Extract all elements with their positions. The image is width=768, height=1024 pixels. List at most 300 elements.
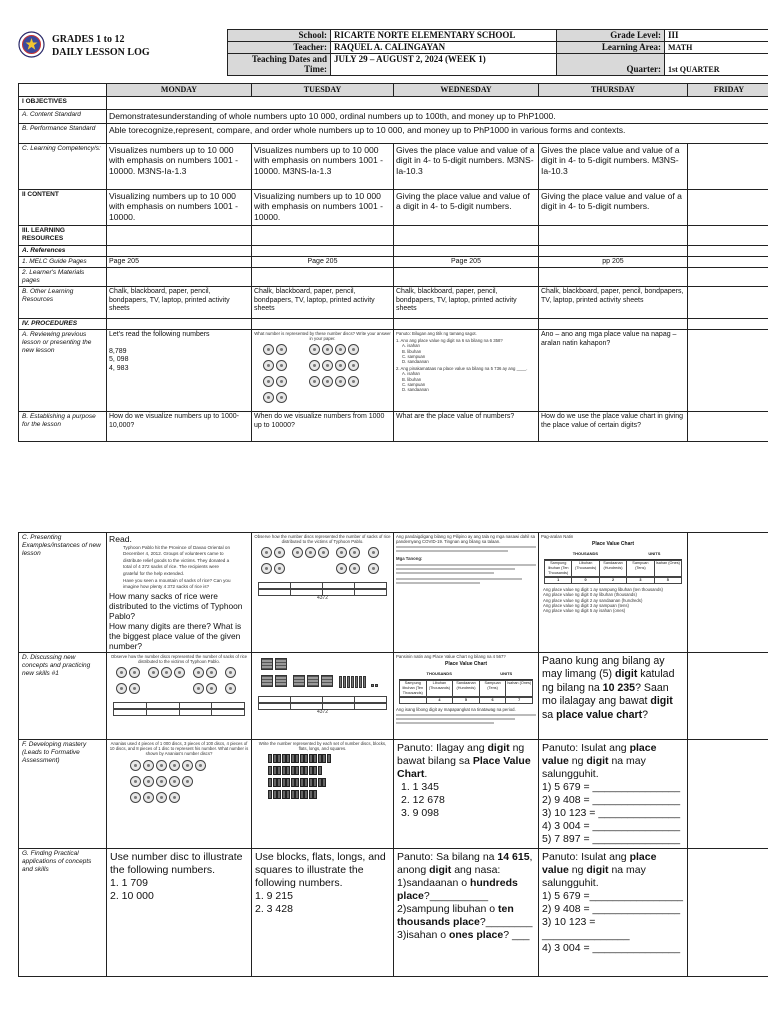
- rod-icon: [291, 778, 295, 787]
- rod-icon: [277, 790, 281, 799]
- presenting-total-value: 4372: [316, 595, 329, 602]
- instruction-part: , anong: [397, 850, 533, 876]
- number-disc-icon: [261, 547, 272, 558]
- number-discs-practice-figure: [109, 654, 249, 716]
- instruction-part: Panuto: Sa bilang na: [397, 850, 498, 863]
- number-disc-icon: [263, 376, 274, 387]
- other-resources-wednesday: Chalk, blackboard, paper, pencil, bondpapers, TV, laptop, printed activity sheets: [394, 287, 539, 319]
- rod-icon: [300, 790, 304, 799]
- practical-monday-item-2: 2. 10 000: [110, 889, 154, 902]
- day-header-friday: FRIDAY: [688, 84, 768, 97]
- resources-label: [19, 225, 107, 245]
- pvc-line-5: Ang place value ng digit 5 ay isahan (ones): [543, 608, 626, 614]
- grade-level-label: Grade Level:: [557, 30, 665, 42]
- number-disc-icon: [156, 776, 167, 787]
- teaching-dates-label-line1: Teaching Dates and: [251, 54, 327, 64]
- objectives-label: [19, 97, 107, 110]
- content-tuesday: Visualizing numbers up to 10 000 with emphasis on numbers 1001 - 10000.: [252, 189, 394, 225]
- competency-monday: Visualizes numbers up to 10 000 with emphasis on numbers 1001 - 10000. M3NS-Ia-1.3: [107, 143, 252, 189]
- rod-icon: [309, 778, 313, 787]
- number-disc-icon: [348, 360, 359, 371]
- number-disc-icon: [292, 547, 303, 558]
- discussing-pvc-group-thousands: THOUSANDS: [399, 669, 479, 680]
- number-disc-icon: [193, 667, 204, 678]
- q2-option-b: B. libuhan: [402, 376, 422, 382]
- number-disc-icon: [335, 376, 346, 387]
- discussing-monday-caption: Observe how the number discs represented the number of sacks of rice distributed to the victims of Typhoon Pablo.: [110, 653, 248, 665]
- rod-icon: [277, 754, 281, 763]
- number-disc-icon: [148, 667, 159, 678]
- performance-standard-label-text: B. Performance Standard: [22, 124, 96, 132]
- instruction-part: ng: [568, 754, 587, 767]
- quarter-label: Quarter:: [557, 54, 665, 76]
- rod-icon: [268, 754, 272, 763]
- pvc-group-thousands: THOUSANDS: [544, 549, 627, 560]
- item-bold: ones place: [448, 928, 504, 941]
- item-bold: hundreds place: [397, 876, 518, 902]
- teaching-dates-value: JULY 29 – AUGUST 2, 2024 (WEEK 1): [331, 54, 557, 76]
- practical-monday: [107, 848, 252, 976]
- empty-cell: [107, 225, 252, 245]
- mastery-thu-item-4: 4) 3 004 = _______________: [542, 819, 681, 832]
- instruction-part: Panuto: Isulat ang: [542, 850, 630, 863]
- presenting-read-label: Read.: [109, 534, 132, 544]
- presenting-tuesday-image: [252, 533, 394, 653]
- melc-friday: [688, 256, 768, 268]
- practical-thu-item-3: 3) 10 123 = _______________: [542, 915, 630, 941]
- empty-cell: [688, 245, 768, 256]
- rod-icon: [268, 790, 272, 799]
- discussing-digit: 7: [518, 698, 521, 703]
- review-monday: [107, 330, 252, 412]
- instruction-bold: Place Value Chart: [397, 754, 531, 780]
- melc-wednesday: Page 205: [394, 256, 539, 268]
- teaching-dates-label-line2: Time:: [304, 64, 327, 74]
- content-label: [19, 189, 107, 225]
- practical-tuesday-item-2: 2. 3 428: [255, 902, 293, 915]
- number-disc-icon: [263, 360, 274, 371]
- block-icon: [275, 658, 287, 670]
- place-value-chart-figure: [541, 534, 685, 613]
- other-resources-monday: Chalk, blackboard, paper, pencil, bondpapers, TV, laptop, printed activity sheets: [107, 287, 252, 319]
- practical-wed-item-2: [397, 903, 535, 929]
- school-label: School:: [228, 30, 331, 42]
- multiple-choice-figure: [396, 331, 536, 392]
- purpose-label: [19, 412, 107, 442]
- number-disc-icon: [336, 547, 347, 558]
- empty-cell: [252, 268, 394, 287]
- number-disc-icon: [309, 376, 320, 387]
- rod-icon: [327, 754, 331, 763]
- learners-materials-label-text: 2. Learner's Materials pages: [22, 269, 85, 284]
- discussing-pvc-col: Sampung libuhan (Ten Thousands): [400, 681, 427, 696]
- discussing-wednesday-text: Ang isang libong digit ay mapapangkat na tinatawag na period.: [396, 707, 516, 713]
- content-standard-label-text: A. Content Standard: [22, 111, 81, 118]
- other-resources-label: [19, 287, 107, 319]
- presenting-friday: [688, 533, 768, 653]
- number-disc-icon: [349, 547, 360, 558]
- number-disc-icon: [263, 392, 274, 403]
- rod-icon: [309, 754, 313, 763]
- pvc-digit: 3: [627, 578, 654, 583]
- number-disc-icon: [143, 760, 154, 771]
- number-discs-figure: [254, 331, 391, 407]
- number-disc-icon: [335, 344, 346, 355]
- instruction-part: Panuto: Isulat ang: [542, 741, 630, 754]
- rod-icon: [313, 790, 317, 799]
- teacher-label: Teacher:: [228, 42, 331, 54]
- rod-icon: [286, 778, 290, 787]
- place-value-chart-title: Place Value Chart: [592, 541, 634, 548]
- rod-icon: [300, 766, 304, 775]
- lesson-log-table-page1: [18, 83, 768, 442]
- number-disc-icon: [276, 360, 287, 371]
- empty-cell: [539, 225, 688, 245]
- number-disc-icon: [169, 776, 180, 787]
- number-disc-icon: [206, 667, 217, 678]
- empty-cell: [107, 268, 252, 287]
- number-disc-icon: [195, 760, 206, 771]
- melc-tuesday: Page 205: [252, 256, 394, 268]
- mastery-tuesday-caption: Write the number represented by each set of number discs, blocks, flats, longs, and squares.: [258, 740, 387, 752]
- practical-wednesday-instruction: [397, 851, 535, 877]
- content-thursday: Giving the place value and value of a digit in 4- to 5-digit numbers.: [539, 189, 688, 225]
- other-resources-tuesday: Chalk, blackboard, paper, pencil, bondpapers, TV, laptop, printed activity sheets: [252, 287, 394, 319]
- rod-icon: [286, 754, 290, 763]
- pvc-line-3: Ang place value ng digit 2 ay sandaanan (hundreds): [543, 597, 643, 603]
- q2-option-d: D. sandaanan: [402, 387, 429, 393]
- rod-icon: [322, 754, 326, 763]
- presenting-question-2: How many digits are there? What is the biggest place value of the given number?: [109, 620, 242, 651]
- empty-cell: [539, 245, 688, 256]
- q2-option-a: A. isahan: [402, 371, 420, 377]
- number-disc-icon: [116, 683, 127, 694]
- mastery-wed-item-3: 3. 9 098: [401, 806, 439, 819]
- flat-icon: [307, 675, 319, 687]
- instruction-part: ng bawat bilang sa: [397, 741, 525, 767]
- rod-icon: [309, 790, 313, 799]
- long-icon: [355, 676, 358, 688]
- title-line-1: GRADES 1 to 12: [52, 34, 125, 45]
- rod-icon: [322, 778, 326, 787]
- number-disc-icon: [225, 683, 236, 694]
- practical-monday-item-1: 1. 1 709: [110, 876, 148, 889]
- mastery-thu-item-2: 2) 9 408 = _______________: [542, 793, 681, 806]
- rod-icon: [291, 754, 295, 763]
- learning-area-label: Learning Area:: [557, 42, 665, 54]
- discuss-thu-part: ?: [642, 708, 649, 721]
- melc-monday: Page 205: [107, 256, 252, 268]
- number-disc-icon: [129, 683, 140, 694]
- number-disc-icon: [116, 667, 127, 678]
- number-disc-icon: [309, 344, 320, 355]
- rod-icon: [295, 778, 299, 787]
- practical-thu-item-4: 4) 3 004 = _______________: [542, 941, 681, 954]
- rod-icon: [304, 778, 308, 787]
- blocks-flats-longs-figure: [254, 654, 391, 715]
- empty-cell: [688, 319, 768, 330]
- content-monday: Visualizing numbers up to 10 000 with emphasis on numbers 1001 - 10000.: [107, 189, 252, 225]
- number-disc-icon: [206, 683, 217, 694]
- competency-wednesday: Gives the place value and value of a digit in 4- to 5-digit numbers. M3NS-Ia-10.3: [394, 143, 539, 189]
- rod-icon: [304, 754, 308, 763]
- teacher-value: RAQUEL A. CALINGAYAN: [331, 42, 557, 54]
- mastery-thursday-instruction: [542, 742, 684, 781]
- discuss-thu-part: ? Saan mo ilalagay ang bawat: [542, 681, 669, 708]
- practical-wed-item-3: [397, 929, 535, 942]
- competency-tuesday: Visualizes numbers up to 10 000 with emphasis on numbers 1001 - 10000. M3NS-Ia-1.3: [252, 143, 394, 189]
- rod-icon: [313, 766, 317, 775]
- competency-thursday: Gives the place value and value of a digit in 4- to 5-digit numbers. M3NS-Ia-10.3: [539, 143, 688, 189]
- mastery-thu-item-3: 3) 10 123 = ______________: [542, 806, 681, 819]
- melc-label-text: 1. MELC Guide Pages: [22, 257, 87, 265]
- learners-materials-label: [19, 268, 107, 287]
- discussing-thursday: [539, 652, 688, 739]
- day-header-tuesday: TUESDAY: [252, 84, 394, 97]
- rod-icon: [273, 790, 277, 799]
- references-label: [19, 245, 107, 256]
- discuss-thu-bold: place value chart: [556, 708, 643, 721]
- number-disc-icon: [276, 392, 287, 403]
- number-disc-icon: [169, 792, 180, 803]
- mastery-wed-item-1: 1. 1 345: [401, 780, 439, 793]
- discussing-pvc-col: Isahan (Ones): [507, 681, 532, 686]
- purpose-monday: How do we visualize numbers up to 1000- 10,000?: [107, 412, 252, 442]
- practical-tuesday: [252, 848, 394, 976]
- review-number-2: 5, 098: [109, 356, 129, 363]
- document-title: [52, 33, 150, 59]
- quarter-value: 1st QUARTER: [665, 54, 768, 76]
- content-standard-text: Demonstratesunderstanding of whole numbers upto 10 000, ordinal numbers up to 100th, and money up to PhP1000.: [107, 110, 768, 124]
- rod-icon: [318, 766, 322, 775]
- pvc-digits-row: [544, 577, 682, 584]
- empty-cell: [252, 245, 394, 256]
- discussing-digit: 5: [453, 698, 480, 703]
- school-value: RICARTE NORTE ELEMENTARY SCHOOL: [331, 30, 557, 42]
- presenting-question-1: How many sacks of rice were distributed to the victims of Typhoon Pablo?: [109, 590, 243, 621]
- rod-icon: [273, 754, 277, 763]
- purpose-thursday: How do we use the place value chart in giving the place value of certain digits?: [539, 412, 688, 442]
- mastery-wednesday: [394, 739, 539, 848]
- grade-level-value: III: [665, 30, 768, 42]
- discussing-digit: 6: [480, 698, 507, 703]
- instruction-bold: digit: [586, 754, 609, 767]
- references-label-text: A. References: [22, 246, 66, 254]
- number-disc-icon: [322, 376, 333, 387]
- number-disc-icon: [182, 760, 193, 771]
- performance-standard-label: [19, 123, 107, 143]
- instruction-part: ng: [568, 863, 587, 876]
- pvc-digit: 0: [572, 578, 599, 583]
- number-disc-icon: [263, 344, 274, 355]
- presenting-story: Typhoon Pablo hit the Province of Davao Oriental on December 4, 2012. Groups of volunteers came to distribute relief goods to the victims. They donated a total of 4 372 sacks of rice. The recipients were grateful for the help extended.: [123, 545, 230, 576]
- disc-group-thousands: [262, 343, 302, 407]
- number-disc-icon: [225, 667, 236, 678]
- instruction-part: na may salungguhit.: [542, 863, 646, 889]
- pvc-group-units: UNITS: [627, 549, 682, 560]
- practical-tuesday-item-1: 1. 9 215: [255, 889, 293, 902]
- instruction-part: .: [424, 767, 428, 780]
- q2-option-c: C. sampuan: [402, 381, 426, 387]
- disc-group-units: [308, 343, 378, 407]
- practical-friday: [688, 848, 768, 976]
- empty-cell: [394, 319, 539, 330]
- day-header-thursday: THURSDAY: [539, 84, 688, 97]
- resources-label-text: III. LEARNING RESOURCES: [22, 226, 65, 242]
- number-disc-icon: [129, 667, 140, 678]
- discuss-thu-bold: digit: [650, 695, 673, 708]
- discuss-thu-part: sa: [542, 708, 557, 721]
- purpose-label-text: B. Establishing a purpose for the lesson: [22, 413, 96, 428]
- melc-label: [19, 256, 107, 268]
- presenting-thursday-image: [539, 533, 688, 653]
- discuss-thu-part: Paano kung ang bilang ay may limang (5): [542, 654, 665, 681]
- review-thursday: Ano – ano ang mga place value na napag – aralan natin kahapon?: [539, 330, 688, 412]
- rod-icon: [291, 766, 295, 775]
- pvc-col-ones: Isahan (Ones): [655, 561, 680, 566]
- discussing-pvc-group-units: UNITS: [479, 669, 533, 680]
- number-disc-icon: [169, 760, 180, 771]
- rod-icon: [268, 766, 272, 775]
- instruction-part: na may salungguhit.: [542, 754, 646, 780]
- discuss-thu-bold: 10 235: [602, 681, 636, 694]
- pvc-line-2: Ang place value ng digit 0 ay libuhan (thousands): [543, 592, 637, 598]
- rod-icon: [295, 766, 299, 775]
- rod-icon: [313, 754, 317, 763]
- square-icon: [371, 684, 374, 687]
- instruction-part: Panuto: Ilagay ang: [397, 741, 488, 754]
- pag-aralan-caption: Pag-aralan Natin: [541, 534, 574, 539]
- rod-icon: [295, 790, 299, 799]
- number-disc-icon: [182, 776, 193, 787]
- item-part: ?________: [479, 915, 533, 928]
- pvc-digit: 1: [545, 578, 572, 583]
- number-disc-icon: [274, 563, 285, 574]
- review-friday: [688, 330, 768, 412]
- flat-icon: [293, 675, 305, 687]
- block-icon: [275, 675, 287, 687]
- practical-thu-item-2: 2) 9 408 = _______________: [542, 902, 681, 915]
- mastery-thursday: [539, 739, 688, 848]
- presenting-wednesday-image: [394, 533, 539, 653]
- instruction-part: ang nasa:: [451, 863, 501, 876]
- mastery-wed-item-2: 2. 12 678: [401, 793, 445, 806]
- practical-thursday: [539, 848, 688, 976]
- block-icon: [261, 658, 273, 670]
- rod-icon: [318, 754, 322, 763]
- q1-option-c: C. sampuan: [402, 353, 426, 359]
- rod-icon: [304, 790, 308, 799]
- pvc-column-headers: [544, 560, 682, 577]
- competency-label-text: C. Learning Competency/s:: [22, 144, 101, 152]
- discussing-total-value: 4372: [316, 708, 329, 715]
- number-disc-icon: [322, 360, 333, 371]
- rod-icon: [295, 754, 299, 763]
- pvc-line-1: Ang place value ng digit 1 ay sampung libuhan (ten thousands): [543, 587, 663, 593]
- item-part: 3)isahan o: [397, 928, 449, 941]
- instruction-bold: 14 615: [497, 850, 530, 863]
- objectives-empty: [107, 97, 768, 110]
- discuss-thu-part: katulad ng bilang na: [542, 668, 675, 694]
- number-disc-icon: [368, 547, 379, 558]
- rod-icon: [282, 790, 286, 799]
- content-label-text: II CONTENT: [22, 190, 59, 198]
- empty-cell: [107, 245, 252, 256]
- empty-cell: [252, 319, 394, 330]
- reviewing-lesson-label-text: A. Reviewing previous lesson or presenting the new lesson: [22, 331, 92, 354]
- developing-mastery-label-text: F. Developing mastery (Leads to Formative Assessment): [22, 740, 87, 764]
- discussing-tuesday-image: [252, 652, 394, 739]
- discussing-concepts-label-text: D. Discussing new concepts and practicing new skills #1: [22, 653, 91, 677]
- rod-icon: [277, 778, 281, 787]
- pvc-line-4: Ang place value ng digit 3 ay sampuan (tens): [543, 602, 629, 608]
- covid-reading-figure: [396, 534, 536, 584]
- mastery-monday-caption: Ananias used 4 pieces of 1 000 discs, 3 pieces of 100 discs, 4 pieces of 10 discs, and 8 pieces of 1 disc to represent his number. What number is shown by Ananias's number discs?: [109, 740, 249, 757]
- item-bold: ten thousands place: [397, 902, 514, 928]
- mastery-friday: [688, 739, 768, 848]
- flat-icon: [321, 675, 333, 687]
- number-disc-icon: [130, 760, 141, 771]
- rod-icon: [286, 766, 290, 775]
- discussing-wednesday-image: [394, 652, 539, 739]
- practical-thu-item-1: 1) 5 679 =________________: [542, 889, 684, 902]
- empty-cell: [394, 245, 539, 256]
- number-disc-icon: [156, 792, 167, 803]
- rods-figure: [254, 741, 391, 805]
- review-wednesday-image: [394, 330, 539, 412]
- melc-thursday: pp 205: [539, 256, 688, 268]
- presenting-tuesday-caption: Observe how the number discs represented the number of sacks of rice distributed to the victims of Typhoon Pablo.: [254, 534, 391, 545]
- performance-standard-text: Able torecognize,represent, compare, and order whole numbers up to 10 000, and money up to PhP1000 in various forms and contexts.: [107, 123, 768, 143]
- empty-cell: [539, 268, 688, 287]
- rod-icon: [282, 754, 286, 763]
- rod-icon: [300, 778, 304, 787]
- pvc-col-hundreds: Sandaanan (Hundreds): [600, 561, 627, 576]
- q1-option-d: D. sandaanan: [402, 359, 429, 365]
- place-value-count-row: [258, 582, 387, 589]
- number-disc-icon: [349, 563, 360, 574]
- pvc-col-ten-thousands: Sampung libuhan (Ten Thousands): [545, 561, 572, 576]
- procedures-label: [19, 319, 107, 330]
- content-standard-label: [19, 110, 107, 124]
- presenting-story-2: Have you seen a mountain of sacks of rice? Can you imagine how plenty 4 372 sacks of rice is?: [123, 578, 231, 590]
- title-line-2: DAILY LESSON LOG: [52, 47, 150, 58]
- instruction-bold: digit: [586, 863, 609, 876]
- other-resources-label-text: B. Other Learning Resources: [22, 288, 74, 303]
- review-number-1: 8,789: [109, 347, 127, 355]
- number-disc-icon: [335, 360, 346, 371]
- number-disc-icon: [276, 376, 287, 387]
- discussing-pvc-col: Sampuan (Tens): [480, 681, 507, 696]
- content-wednesday: Giving the place value and value of a digit in 4- to 5-digit numbers.: [394, 189, 539, 225]
- number-disc-icon: [348, 344, 359, 355]
- instruction-bold: place value: [542, 850, 657, 876]
- ananias-discs-figure: [109, 741, 249, 811]
- number-disc-icon: [174, 667, 185, 678]
- review-wednesday-question-2: 2. Ang pinakamataas na place value sa bilang na 5 736 ay ang ____.: [396, 366, 528, 372]
- presenting-wednesday-text: Ang pandaigdigang bilang ng Pilipino ay ang tala ng mga nasawi dahil sa pandemyang COVID-19. Tingnan ang bilang sa talaan.: [396, 534, 536, 545]
- purpose-tuesday: When do we visualize numbers from 1000 up to 10000?: [252, 412, 394, 442]
- mastery-tuesday-image: [252, 739, 394, 848]
- empty-cell: [688, 268, 768, 287]
- number-disc-icon: [156, 760, 167, 771]
- rod-icon: [273, 766, 277, 775]
- discussing-digit: 4: [427, 698, 454, 703]
- review-tuesday-image: [252, 330, 394, 412]
- practical-monday-instruction: Use number disc to illustrate the following numbers.: [110, 850, 243, 876]
- other-resources-friday: [688, 287, 768, 319]
- empty-cell: [107, 319, 252, 330]
